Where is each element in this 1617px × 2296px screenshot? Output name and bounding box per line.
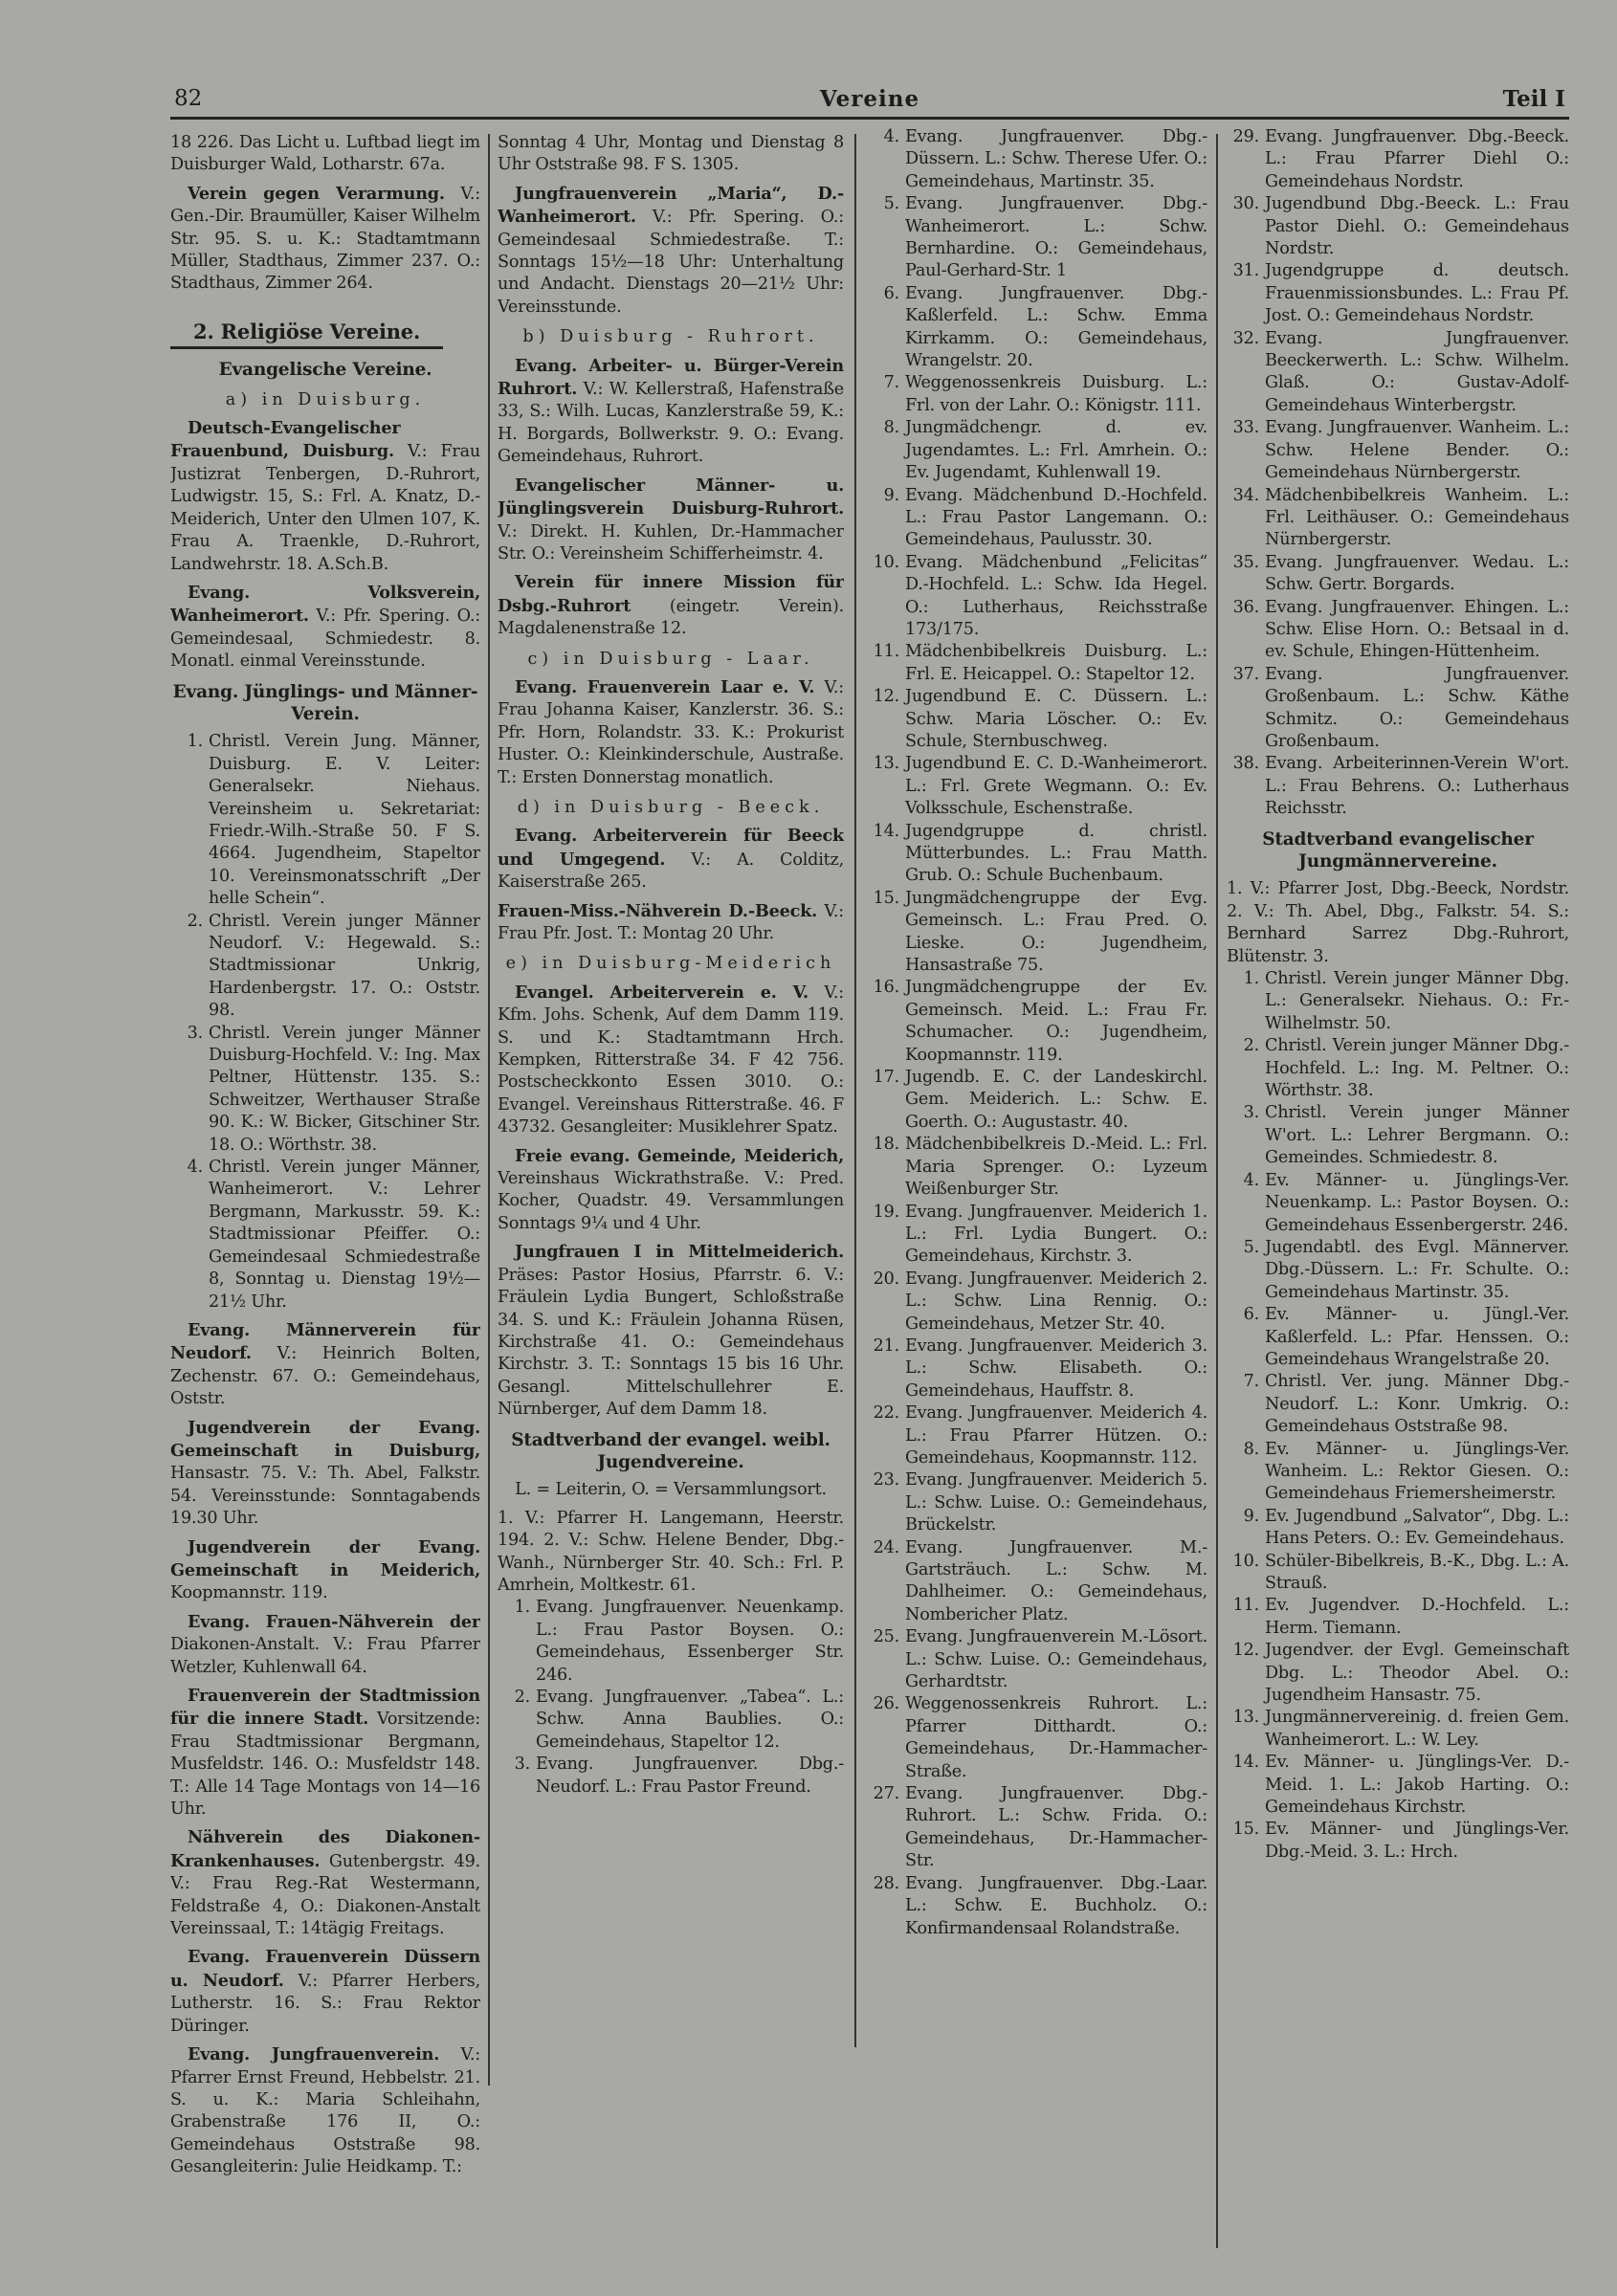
numbered-entry xyxy=(867,977,1207,1067)
entry-number: 9. xyxy=(1243,1506,1259,1526)
numbered-entry xyxy=(867,821,1207,888)
entry-details: Vorsitzende: Frau Stadtmissionar Bergmann, Musfeldstr. 146. O.: Musfeldstr 148. T.: Alle 14 Tage Montags von 14—16 Uhr. xyxy=(170,1710,480,1820)
entry-number: 30. xyxy=(1232,194,1259,214)
entry-number: 3. xyxy=(1243,1103,1259,1123)
association-entry xyxy=(498,982,844,1139)
entry-number: 13. xyxy=(873,754,899,774)
numbered-entry xyxy=(1227,968,1569,1035)
entry-number: 5. xyxy=(1243,1237,1259,1257)
text-column-2 xyxy=(498,126,844,2269)
entry-details: V.: Pfr. Spering. O.: Gemeindesaal Schmiedestraße. T.: Sonntags 15½—18 Uhr: Unterhaltung und Andacht. Dienstags 20—21½ Uhr: Vereinsstunde. xyxy=(498,208,844,317)
numbered-entry xyxy=(1227,753,1569,820)
entry-details: Evang. Jungfrauenver. Neuenkamp. L.: Frau Pastor Boysen. O.: Gemeindehaus, Essenberger Str. 246. xyxy=(536,1598,844,1685)
subsection-heading: Evangelische Vereine. xyxy=(218,360,432,381)
entry-details: Christl. Verein junger Männer Duisburg-Hochfeld. V.: Ing. Max Peltner, Hüttenstr. 135. S.: Schweitzer, Werthauser Straße 90. K.: W. Bicker, Gitschiner Str. 18. O.: Wörthstr. 38. xyxy=(209,1023,480,1155)
entry-title: Evang. Arbeiterverein für Beeck und Umgegend. xyxy=(498,826,844,870)
entry-details: Weggenossenkreis Duisburg. L.: Frl. von der Lahr. O.: Königstr. 111. xyxy=(905,373,1207,415)
entry-details: Ev. Männer- u. Jünglings-Ver. Neuenkamp. L.: Pastor Boysen. O.: Gemeindehaus Essenbergerstr. 246. xyxy=(1265,1170,1569,1235)
numbered-entry xyxy=(1227,1237,1569,1304)
entry-details: Evang. Jungfrauenver. Dbg.-Neudorf. L.: Frau Pastor Freund. xyxy=(536,1755,844,1797)
entry-details: Koopmannstr. 119. xyxy=(170,1583,328,1603)
numbered-entry xyxy=(1227,1595,1569,1640)
entry-details: Christl. Ver. jung. Männer Dbg.-Neudorf. L.: Konr. Umkrig. O.: Gemeindehaus Oststraße 98. xyxy=(1265,1372,1569,1437)
entry-details: Christl. Verein Jung. Männer, Duisburg. E. V. Leiter: Generalsekr. Niehaus. Vereinsheim u. Sekretariat: Friedr.-Wilh.-Straße 50. F S. 4664. Jugendheim, Stapeltor 10. Vereinsmonatsschrift „Der helle Schein“. xyxy=(209,732,480,909)
entry-title: Jugendverein der Evang. Gemeinschaft in Duisburg, xyxy=(170,1417,480,1461)
entry-details: Hansastr. 75. V.: Th. Abel, Falkstr. 54. Vereinsstunde: Sonntagabends 19.30 Uhr. xyxy=(170,1464,480,1529)
entry-number: 15. xyxy=(1232,1820,1259,1840)
entry-details: Jungmädchengruppe der Evg. Gemeinsch. L.: Frau Pred. O. Lieske. O.: Jugendheim, Hansastraße 75. xyxy=(905,888,1207,976)
entry-number: 2. xyxy=(1243,1036,1259,1056)
numbered-entry xyxy=(1227,126,1569,193)
paragraph: 1. V.: Pfarrer Jost, Dbg.-Beeck, Nordstr. 2. V.: Th. Abel, Dbg., Falkstr. 54. S.: Bernhard Sarrez Dbg.-Ruhrort, Blütenstr. 3. xyxy=(1227,879,1569,966)
entry-details: V.: Pfarrer Ernst Freund, Hebbelstr. 21. S. u. K.: Maria Schleihahn, Grabenstraße 176 II, O.: Gemeindehaus Oststraße 98. Gesangleiterin: Julie Heidkamp. T.: xyxy=(170,2045,480,2177)
entry-details: Christl. Verein junger Männer Dbg.-Hochfeld. L.: Ing. M. Peltner. O.: Wörthstr. 38. xyxy=(1265,1036,1569,1101)
entry-details: Gutenbergstr. 49. V.: Frau Reg.-Rat Westermann, Feldstraße 4, O.: Diakonen-Anstalt Vereinssaal, T.: 14tägig Freitags. xyxy=(170,1851,480,1939)
entry-number: 32. xyxy=(1232,328,1259,348)
entry-number: 36. xyxy=(1232,597,1259,617)
entry-title: Nähverein des Diakonen-Krankenhauses. xyxy=(170,1827,480,1871)
numbered-entry xyxy=(1227,485,1569,552)
entry-number: 7. xyxy=(1243,1372,1259,1392)
entry-details: Evang. Jungfrauenver. Dbg.-Wanheimerort. L.: Schw. Bernhardine. O.: Gemeindehaus, Paul-Gerhard-Str. 1 xyxy=(905,194,1207,281)
entry-title: Verein für innere Mission für Dsbg.-Ruhrort xyxy=(498,572,844,616)
entry-details: Jugendbund E. C. D.-Wanheimerort. L.: Frl. Grete Wegmann. O.: Ev. Volksschule, Eschenstraße. xyxy=(905,754,1207,819)
entry-number: 34. xyxy=(1232,485,1259,505)
association-entry xyxy=(498,676,844,789)
numbered-entry xyxy=(867,193,1207,283)
entry-title: Evang. Frauenverein Düssern u. Neudorf. xyxy=(170,1947,480,1991)
entry-number: 11. xyxy=(873,642,899,662)
entry-details: V.: Pfr. Spering. O.: Gemeindesaal, Schmiedestr. 8. Monatl. einmal Vereinsstunde. xyxy=(170,607,480,672)
entry-title: Freie evang. Gemeinde, Meiderich, xyxy=(515,1145,844,1166)
numbered-entry xyxy=(1227,1752,1569,1819)
entry-details: Jugendbund Dbg.-Beeck. L.: Frau Pastor Diehl. O.: Gemeindehaus Nordstr. xyxy=(1265,194,1569,259)
entry-number: 28. xyxy=(873,1873,899,1893)
association-entry xyxy=(498,1145,844,1236)
association-entry xyxy=(170,1417,480,1531)
numbered-entry xyxy=(1227,1640,1569,1707)
entry-details: Schüler-Bibelkreis, B.-K., Dbg. L.: A. Strauß. xyxy=(1265,1551,1569,1593)
entry-number: 17. xyxy=(873,1068,899,1088)
entry-number: 11. xyxy=(1232,1596,1259,1616)
running-title: Vereine xyxy=(819,86,920,112)
numbered-entry xyxy=(867,888,1207,978)
entry-details: Evang. Jungfrauenver. M.-Gartsträuch. L.: Schw. M. Dahlheimer. O.: Gemeindehaus, Nombericher Platz. xyxy=(905,1537,1207,1624)
entry-title: Evang. Frauen-Nähverein der xyxy=(188,1611,480,1632)
numbered-entry xyxy=(867,686,1207,753)
entry-number: 3. xyxy=(514,1755,530,1775)
locality-heading: e) in Duisburg-Meiderich xyxy=(505,954,836,974)
entry-number: 3. xyxy=(187,1023,203,1043)
entry-number: 10. xyxy=(1232,1551,1259,1571)
entry-details: V.: Pfarrer Herbers, Lutherstr. 16. S.: Frau Rektor Düringer. xyxy=(170,1971,480,2036)
numbered-entry xyxy=(867,1202,1207,1269)
association-entry xyxy=(498,183,844,319)
entry-number: 15. xyxy=(873,888,899,908)
entry-title: Jungfrauen I in Mittelmeiderich. xyxy=(515,1242,844,1263)
entry-details: V.: W. Kellerstraß, Hafenstraße 33, S.: Wilh. Lucas, Kanzlerstraße 59, K.: H. Borgards, Bollwerkstr. 9. O.: Evang. Gemeindehaus, Ruhrort. xyxy=(498,380,844,467)
numbered-entry xyxy=(170,731,480,910)
entry-details: V.: Frau Pfr. Jost. T.: Montag 20 Uhr. xyxy=(498,901,844,943)
entry-number: 9. xyxy=(883,485,899,505)
numbered-entry xyxy=(1227,552,1569,597)
text-column-1 xyxy=(170,126,480,2269)
association-entry xyxy=(170,1685,480,1821)
locality-heading: b) Duisburg - Ruhrort. xyxy=(522,327,819,347)
numbered-entry xyxy=(498,1754,844,1799)
numbered-entry xyxy=(1227,664,1569,754)
legend-note: L. = Leiterin, O. = Versammlungsort. xyxy=(515,1480,827,1500)
entry-number: 31. xyxy=(1232,261,1259,281)
column-divider xyxy=(488,134,490,2086)
numbered-entry xyxy=(1227,1035,1569,1102)
entry-number: 1. xyxy=(1243,969,1259,989)
association-entry xyxy=(498,825,844,894)
entry-number: 6. xyxy=(883,283,899,303)
numbered-entry xyxy=(867,1336,1207,1402)
entry-title: Deutsch-Evangelischer Frauenbund, Duisburg. xyxy=(170,418,401,462)
locality-heading: d) in Duisburg - Beeck. xyxy=(517,797,825,817)
numbered-entry xyxy=(1227,1819,1569,1864)
entry-details: Evang. Jungfrauenver. „Tabea“. L.: Schw. Anna Baublies. O.: Gemeindehaus, Stapeltor 12. xyxy=(536,1688,844,1752)
numbered-entry xyxy=(1227,193,1569,260)
numbered-entry xyxy=(1227,597,1569,664)
entry-details: Jungmädchengr. d. ev. Jugendamtes. L.: Frl. Amrhein. O.: Ev. Jugendamt, Kuhlenwall 19. xyxy=(905,418,1207,483)
part-label: Teil I xyxy=(1502,86,1565,112)
locality-heading: c) in Duisburg - Laar. xyxy=(527,649,814,669)
entry-details: Mädchenbibelkreis Wanheim. L.: Frl. Leithäuser. O.: Gemeindehaus Nürnbergerstr. xyxy=(1265,485,1569,550)
entry-title: Jugendverein der Evang. Gemeinschaft in Meiderich, xyxy=(170,1536,480,1580)
entry-details: Diakonen-Anstalt. V.: Frau Pfarrer Wetzler, Kuhlenwall 64. xyxy=(170,1635,480,1677)
entry-details: Vereinshaus Wickrathstraße. V.: Pred. Kocher, Quadstr. 49. Versammlungen Sonntags 9¼ und 4 Uhr. xyxy=(498,1169,844,1233)
entry-details: V.: A. Colditz, Kaiserstraße 265. xyxy=(498,850,844,893)
entry-details: (eingetr. Verein). Magdalenenstraße 12. xyxy=(498,596,844,639)
association-entry xyxy=(170,582,480,673)
numbered-entry xyxy=(867,485,1207,552)
entry-details: Christl. Verein junger Männer Dbg. L.: Generalsekr. Niehaus. O.: Fr.-Wilhelmstr. 50. xyxy=(1265,969,1569,1033)
paragraph: 1. V.: Pfarrer H. Langemann, Heerstr. 194. 2. V.: Schw. Helene Bender, Dbg.-Wanh., Nürnberger Str. 40. Sch.: Frl. P. Amrhein, Moltkestr. 61. xyxy=(498,1508,844,1595)
entry-details: Jugendver. der Evgl. Gemeinschaft Dbg. L.: Theodor Abel. O.: Jugendheim Hansastr. 75. xyxy=(1265,1641,1569,1706)
entry-number: 13. xyxy=(1232,1708,1259,1728)
entry-details: Präses: Pastor Hosius, Pfarrstr. 6. V.: Fräulein Lydia Bungert, Schloßstraße 34. S. und K.: Fräulein Johanna Rüsen, Kirchstraße 41. O.: Gemeindehaus Kirchstr. 3. T.: Sonntags 15 bis 16 Uhr. Gesangl. Mittelschullehrer E. Nürnberger, Auf dem Damm 18. xyxy=(498,1265,844,1420)
column-divider xyxy=(1216,134,1218,2248)
numbered-entry xyxy=(867,1402,1207,1469)
numbered-entry xyxy=(867,1134,1207,1201)
entry-number: 16. xyxy=(873,978,899,998)
entry-details: Evang. Jungfrauenver. Meiderich 2. L.: Schw. Lina Rennig. O.: Gemeindehaus, Metzer Str. 40. xyxy=(905,1269,1207,1334)
entry-title: Frauenverein der Stadtmission für die innere Stadt. xyxy=(170,1686,480,1730)
entry-details: Christl. Verein junger Männer W'ort. L.: Lehrer Bergmann. O.: Gemeindes. Schmiedestr. 8. xyxy=(1265,1103,1569,1168)
entry-title: Evang. Jungfrauenverein. xyxy=(188,2044,440,2065)
entry-number: 29. xyxy=(1232,127,1259,146)
numbered-entry xyxy=(1227,1102,1569,1169)
entry-number: 23. xyxy=(873,1470,899,1490)
entry-details: Ev. Männer- u. Jünglings-Ver. D.-Meid. 1. L.: Jakob Harting. O.: Gemeindehaus Kirchstr. xyxy=(1265,1753,1569,1818)
association-entry xyxy=(170,1946,480,2038)
association-entry xyxy=(498,475,844,566)
entry-details: Ev. Jugendbund „Salvator“, Dbg. L.: Hans Peters. O.: Ev. Gemeindehaus. xyxy=(1265,1506,1569,1549)
entry-number: 14. xyxy=(1232,1753,1259,1773)
association-entry xyxy=(170,1319,480,1411)
entry-title: Verein gegen Verarmung. xyxy=(188,183,445,204)
entry-number: 20. xyxy=(873,1269,899,1289)
numbered-entry xyxy=(867,1067,1207,1134)
entry-number: 10. xyxy=(873,552,899,572)
entry-details: Jungmännervereinig. d. freien Gem. Wanheimerort. L.: W. Ley. xyxy=(1265,1708,1569,1750)
numbered-entry xyxy=(1227,1707,1569,1752)
entry-details: Jugendgruppe d. christl. Mütterbundes. L.: Frau Matth. Grub. O.: Schule Buchenbaum. xyxy=(905,821,1207,886)
association-entry xyxy=(170,1611,480,1679)
entry-details: Ev. Männer- u. Jüngl.-Ver. Kaßlerfeld. L.: Pfar. Henssen. O.: Gemeindehaus Wrangelstraße 20. xyxy=(1265,1305,1569,1369)
entry-details: Jungmädchengruppe der Ev. Gemeinsch. Meid. L.: Frau Fr. Schumacher. O.: Jugendheim, Koopmannstr. 119. xyxy=(905,978,1207,1065)
entry-title: Evang. Frauenverein Laar e. V. xyxy=(515,676,815,697)
association-entry xyxy=(498,1241,844,1421)
entry-number: 24. xyxy=(873,1537,899,1557)
association-entry xyxy=(170,183,480,296)
entry-details: Evang. Jungfrauenver. Dbg.-Beeck. L.: Frau Pfarrer Diehl O.: Gemeindehaus Nordstr. xyxy=(1265,127,1569,191)
entry-title: Evang. Männerverein für Neudorf. xyxy=(170,1319,480,1364)
numbered-entry xyxy=(867,283,1207,373)
association-entry xyxy=(498,900,844,946)
entry-number: 4. xyxy=(1243,1170,1259,1190)
entry-details: Ev. Männer- u. Jünglings-Ver. Wanheim. L.: Rektor Giesen. O.: Gemeindehaus Friemersheimerstr. xyxy=(1265,1439,1569,1504)
entry-number: 18. xyxy=(873,1135,899,1155)
entry-number: 8. xyxy=(1243,1439,1259,1459)
association-entry xyxy=(170,417,480,576)
association-entry xyxy=(498,571,844,640)
numbered-entry xyxy=(1227,417,1569,484)
entry-number: 4. xyxy=(187,1158,203,1178)
entry-number: 26. xyxy=(873,1694,899,1714)
numbered-entry xyxy=(867,1626,1207,1693)
text-column-4 xyxy=(1227,126,1569,2269)
entry-details: V.: Kfm. Johs. Schenk, Auf dem Damm 119. S. und K.: Stadtamtmann Hrch. Kempken, Ritterstraße 34. F 42 756. Postscheckkonto Essen 3010. O.: Evangel. Vereinshaus Ritterstraße. 46. F 43732. Gesangleiter: Musiklehrer Spatz. xyxy=(498,982,844,1137)
page-number: 82 xyxy=(174,86,203,111)
entry-details: Evang. Jungfrauenver. Ehingen. L.: Schw. Elise Horn. O.: Betsaal in d. ev. Schule, Ehingen-Hüttenheim. xyxy=(1265,597,1569,662)
numbered-entry xyxy=(867,1783,1207,1873)
entry-number: 12. xyxy=(873,687,899,707)
numbered-entry xyxy=(867,552,1207,642)
entry-number: 22. xyxy=(873,1403,899,1424)
entry-details: Jugendgruppe d. deutsch. Frauenmissionsbundes. L.: Frau Pf. Jost. O.: Gemeindehaus Nordstr. xyxy=(1265,261,1569,326)
numbered-entry xyxy=(867,126,1207,193)
page-header xyxy=(170,82,1569,120)
entry-details: Evang. Jungfrauenverein M.-Lösort. L.: Schw. Luise. O.: Gemeindehaus, Gerhardtstr. xyxy=(905,1627,1207,1692)
paragraph: Sonntag 4 Uhr, Montag und Dienstag 8 Uhr Oststraße 98. F S. 1305. xyxy=(498,133,844,175)
entry-title: Evang. Arbeiter- u. Bürger-Verein Ruhrort. xyxy=(498,355,844,400)
numbered-entry xyxy=(867,417,1207,484)
numbered-entry xyxy=(867,1873,1207,1940)
numbered-entry xyxy=(1227,1551,1569,1596)
association-entry xyxy=(170,2043,480,2178)
entry-number: 2. xyxy=(187,911,203,931)
entry-details: Evang. Jungfrauenver. Meiderich 1. L.: Frl. Lydia Bungert. O.: Gemeindehaus, Kirchstr. 3. xyxy=(905,1202,1207,1267)
entry-number: 12. xyxy=(1232,1641,1259,1661)
entry-number: 35. xyxy=(1232,552,1259,572)
numbered-entry xyxy=(1227,1439,1569,1506)
entry-details: Evang. Jungfrauenver. Meiderich 3. L.: Schw. Elisabeth. O.: Gemeindehaus, Hauffstr. 8. xyxy=(905,1336,1207,1401)
numbered-entry xyxy=(867,1693,1207,1783)
locality-heading: a) in Duisburg. xyxy=(225,389,426,409)
entry-details: V.: Heinrich Bolten, Zechenstr. 67. O.: Gemeindehaus, Oststr. xyxy=(170,1344,480,1409)
entry-title: Evang. Volksverein, Wanheimerort. xyxy=(170,582,480,627)
entry-details: Jugendabtl. des Evgl. Männerver. Dbg.-Düssern. L.: Fr. Schulte. O.: Gemeindehaus Martinstr. 35. xyxy=(1265,1237,1569,1302)
entry-number: 8. xyxy=(883,418,899,438)
entry-number: 5. xyxy=(883,194,899,214)
numbered-entry xyxy=(1227,328,1569,418)
entry-number: 37. xyxy=(1232,664,1259,684)
entry-number: 4. xyxy=(883,127,899,146)
association-entry xyxy=(498,355,844,469)
entry-details: Evang. Mädchenbund „Felicitas“ D.-Hochfeld. L.: Schw. Ida Hegel. O.: Lutherhaus, Reichsstraße 173/175. xyxy=(905,552,1207,639)
entry-details: V.: Frau Justizrat Tenbergen, D.-Ruhrort, Ludwigstr. 15, S.: Frl. A. Knatz, D.-Meiderich, Unter den Ulmen 107, K. Frau A. Traenkle, D.-Ruhrort, Landwehrstr. 18. A.Sch.B. xyxy=(170,442,480,574)
numbered-entry xyxy=(498,1597,844,1687)
numbered-entry xyxy=(1227,1304,1569,1371)
entry-details: Evang. Jungfrauenver. Dbg.-Kaßlerfeld. L.: Schw. Emma Kirrkamm. O.: Gemeindehaus, Wrangelstr. 20. xyxy=(905,283,1207,371)
entry-details: Evang. Jungfrauenver. Dbg.-Laar. L.: Schw. E. Buchholz. O.: Konfirmandensaal Rolandstraße. xyxy=(905,1873,1207,1938)
entry-details: Evang. Jungfrauenver. Meiderich 4. L.: Frau Pfarrer Hützen. O.: Gemeindehaus, Koopmannstr. 112. xyxy=(905,1403,1207,1468)
entry-number: 19. xyxy=(873,1202,899,1222)
entry-details: Ev. Männer- und Jünglings-Ver. Dbg.-Meid. 3. L.: Hrch. xyxy=(1265,1820,1569,1862)
numbered-entry xyxy=(1227,1170,1569,1237)
column-divider xyxy=(854,134,856,2047)
entry-details: Evang. Jungfrauenver. Wanheim. L.: Schw. Helene Bender. O.: Gemeindehaus Nürnbergerstr. xyxy=(1265,418,1569,483)
numbered-entry xyxy=(498,1687,844,1754)
numbered-entry xyxy=(867,372,1207,417)
entry-details: Ev. Jugendver. D.-Hochfeld. L.: Herm. Tiemann. xyxy=(1265,1596,1569,1638)
numbered-entry xyxy=(867,1537,1207,1627)
entry-title: Evangelischer Männer- u. Jünglingsverein Duisburg-Ruhrort. xyxy=(498,475,844,519)
association-entry xyxy=(170,1536,480,1605)
numbered-entry xyxy=(867,753,1207,820)
entry-details: V.: Direkt. H. Kuhlen, Dr.-Hammacher Str. O.: Vereinsheim Schifferheimstr. 4. xyxy=(498,521,844,563)
numbered-entry xyxy=(867,1269,1207,1336)
entry-title: Jungfrauenverein „Maria“, D.-Wanheimerort. xyxy=(498,183,844,228)
text-column-3 xyxy=(867,126,1207,2269)
entry-details: V.: Gen.-Dir. Braumüller, Kaiser Wilhelm Str. 95. S. u. K.: Stadtamtmann Müller, Stadthaus, Zimmer 237. O.: Stadthaus, Zimmer 264. xyxy=(170,184,480,294)
entry-details: V.: Frau Johanna Kaiser, Kanzlerstr. 36. S.: Pfr. Horn, Rolandstr. 33. K.: Prokurist Huster. O.: Kleinkinderschule, Austraße. T.: Ersten Donnerstag monatlich. xyxy=(498,677,844,787)
entry-details: Mädchenbibelkreis Duisburg. L.: Frl. E. Heicappel. O.: Stapeltor 12. xyxy=(905,642,1207,684)
subsection-heading: Stadtverband evangelischer Jungmännervereine. xyxy=(1262,828,1534,872)
association-entry xyxy=(170,1826,480,1940)
entry-number: 38. xyxy=(1232,754,1259,774)
numbered-entry xyxy=(170,911,480,1023)
subsection-heading: Evang. Jünglings- und Männer-Verein. xyxy=(172,681,478,724)
entry-number: 25. xyxy=(873,1627,899,1647)
entry-details: Evang. Mädchenbund D.-Hochfeld. L.: Frau Pastor Langemann. O.: Gemeindehaus, Paulusstr. 30. xyxy=(905,485,1207,550)
entry-details: Jugendb. E. C. der Landeskirchl. Gem. Meiderich. L.: Schw. E. Goerth. O.: Augustastr. 40. xyxy=(905,1068,1207,1132)
entry-number: 33. xyxy=(1232,418,1259,438)
entry-details: Jugendbund E. C. Düssern. L.: Schw. Maria Löscher. O.: Ev. Schule, Sternbuschweg. xyxy=(905,687,1207,751)
numbered-entry xyxy=(1227,260,1569,327)
entry-number: 27. xyxy=(873,1784,899,1804)
entry-details: Christl. Verein junger Männer, Wanheimerort. V.: Lehrer Bergmann, Markusstr. 59. K.: Stadtmissionar Pfeiffer. O.: Gemeindesaal Schmiedestraße 8, Sonntag u. Dienstag 19½—21½ Uhr. xyxy=(209,1158,480,1312)
numbered-entry xyxy=(867,1469,1207,1536)
entry-number: 1. xyxy=(514,1598,530,1618)
section-heading: 2. Religiöse Vereine. xyxy=(170,320,443,349)
entry-details: Evang. Arbeiterinnen-Verein W'ort. L.: Frau Behrens. O.: Lutherhaus Reichsstr. xyxy=(1265,754,1569,819)
entry-details: Evang. Jungfrauenver. Meiderich 5. L.: Schw. Luise. O.: Gemeindehaus, Brückelstr. xyxy=(905,1470,1207,1535)
entry-details: Weggenossenkreis Ruhrort. L.: Pfarrer Ditthardt. O.: Gemeindehaus, Dr.-Hammacher-Straße. xyxy=(905,1694,1207,1781)
numbered-entry xyxy=(867,641,1207,686)
entry-details: Mädchenbibelkreis D.-Meid. L.: Frl. Maria Sprenger. O.: Lyzeum Weißenburger Str. xyxy=(905,1135,1207,1200)
entry-number: 2. xyxy=(514,1688,530,1707)
numbered-entry xyxy=(1227,1506,1569,1551)
entry-details: Evang. Jungfrauenver. Dbg.-Düssern. L.: Schw. Therese Ufer. O.: Gemeindehaus, Martinstr. 35. xyxy=(905,127,1207,191)
entry-number: 7. xyxy=(883,373,899,393)
entry-number: 21. xyxy=(873,1336,899,1356)
entry-title: Frauen-Miss.-Nähverein D.-Beeck. xyxy=(498,900,818,921)
entry-details: Evang. Jungfrauenver. Dbg.-Ruhrort. L.: Schw. Frida. O.: Gemeindehaus, Dr.-Hammacher-Str. xyxy=(905,1784,1207,1871)
subsection-heading: Stadtverband der evangel. weibl. Jugendvereine. xyxy=(511,1429,831,1472)
entry-details: Evang. Jungfrauenver. Großenbaum. L.: Schw. Käthe Schmitz. O.: Gemeindehaus Großenbaum. xyxy=(1265,664,1569,751)
entry-number: 14. xyxy=(873,821,899,841)
entry-number: 6. xyxy=(1243,1305,1259,1325)
entry-number: 1. xyxy=(187,732,203,752)
entry-details: Evang. Jungfrauenver. Wedau. L.: Schw. Gertr. Borgards. xyxy=(1265,552,1569,595)
entry-title: Evangel. Arbeiterverein e. V. xyxy=(515,982,808,1003)
numbered-entry xyxy=(170,1157,480,1314)
entry-details: Evang. Jungfrauenver. Beeckerwerth. L.: Schw. Wilhelm. Glaß. O.: Gustav-Adolf-Gemeindehaus Winterbergstr. xyxy=(1265,328,1569,415)
numbered-entry xyxy=(170,1023,480,1157)
entry-details: Christl. Verein junger Männer Neudorf. V.: Hegewald. S.: Stadtmissionar Unkrig, Hardenbergstr. 17. O.: Oststr. 98. xyxy=(209,911,480,1021)
paragraph: 18 226. Das Licht u. Luftbad liegt im Duisburger Wald, Lotharstr. 67a. xyxy=(170,133,480,175)
numbered-entry xyxy=(1227,1371,1569,1438)
